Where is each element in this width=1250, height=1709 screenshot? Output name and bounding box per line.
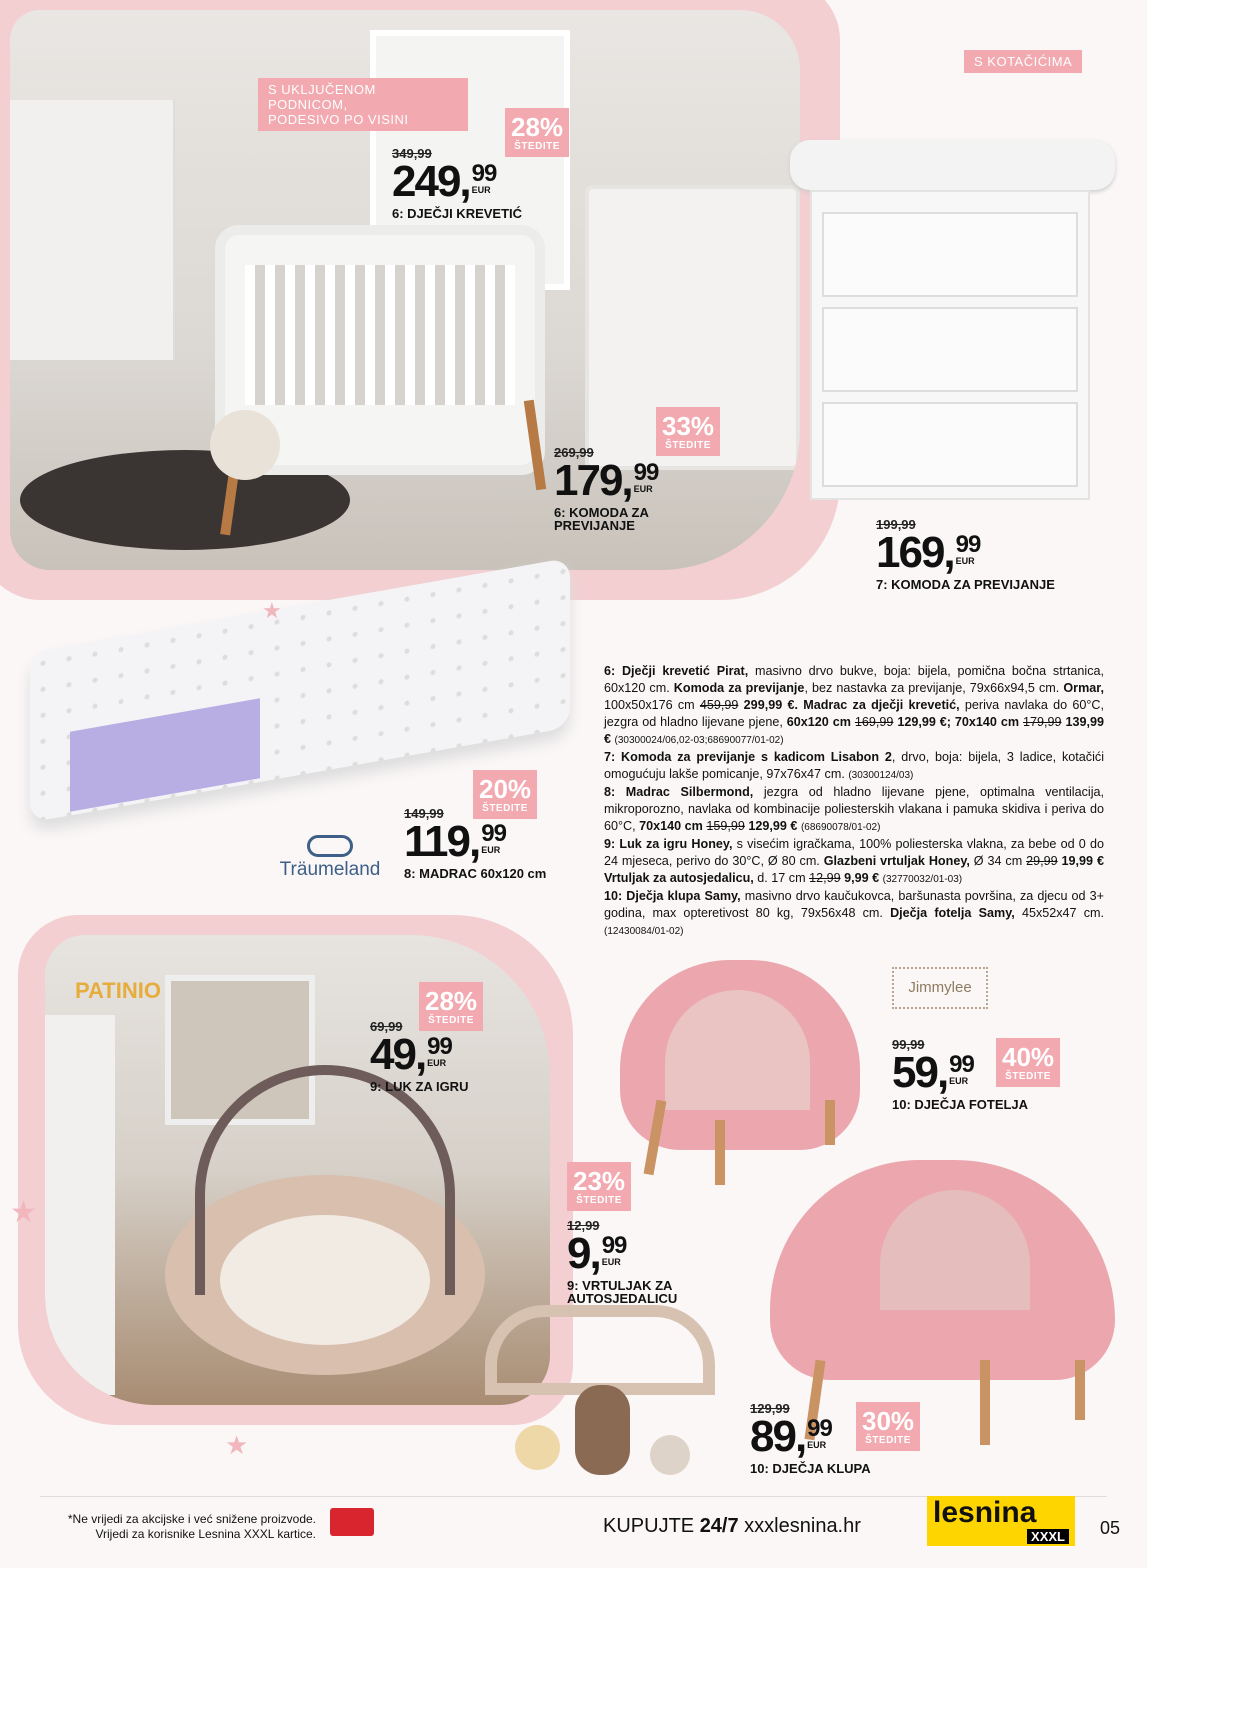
discount-crib: 28% ŠTEDITE xyxy=(505,108,569,157)
discount-mattress: 20% ŠTEDITE xyxy=(473,770,537,819)
star-icon: ★ xyxy=(262,598,282,623)
price-crib: 349,99 249, 99 EUR 6: DJEČJI KREVETIĆ xyxy=(392,146,523,221)
patinio-logo: PATINIO xyxy=(75,978,161,1003)
traumeland-logo: Träumeland xyxy=(275,835,385,881)
page-number: 05 xyxy=(1100,1518,1121,1538)
changing-dresser-photo xyxy=(790,125,1115,505)
cloud-icon xyxy=(307,835,353,857)
star-icon: ★ xyxy=(225,1430,249,1460)
price-playarch: 69,99 49, 99 EUR 9: LUK ZA IGRU xyxy=(370,1019,469,1094)
price-mattress: 149,99 119, 99 EUR 8: MADRAC 60x120 cm xyxy=(404,806,547,881)
discount-dresser6: 33% ŠTEDITE xyxy=(656,407,720,456)
teddy xyxy=(210,410,280,480)
product-description: 6: Dječji krevetić Pirat, masivno drvo bukve, boja: bijela, pomična bočna strtanica, 60x120 cm. Komoda za previjanje, bez nastavka za previjanje, 79x66x94,5 cm. Ormar, 100x50x176 cm 459,99 299,99 €. Madrac za dječji krevetić, periva navlaka do 60°C, jezgra od hladno lijevane pjene, 60x120 cm 169,99 129,99 €; 70x140 cm 179,99 139,99 € (30300024/06,02-03;68690077/01-02) 7: Komoda za previjanje s kadicom Lisabon 2, drvo, boja: bijela, 3 ladice, kotačići omogućuju lakše pomicanje, 97x76x47 cm. (30300124/03) 8: Madrac Silbermond, jezgra od hladno lijevane pjene, optimalna ventilacija, mikroporozno, navlaka od kombinacije poliesterskih vlakana i pamuka skidiva i periva do 60°C, 70x140 cm 159,99 129,99 € (68690078/01-02) 9: Luk za igru Honey, s visećim igračkama, 100% poliesterska vlakna, za bebe od 0 do 24 mjeseca, perivo do 30°C, Ø 80 cm. Glazbeni vrtuljak Honey, Ø 34 cm 29,99 19,99 € Vrtuljak za autosjedalicu, d. 17 cm 12,99 9,99 € (32770032/01-03) 10: Dječja klupa Samy, masivno drvo kaučukovca, baršunasta površina, za djecu od 3+ godina, max opteretivost 80 kg, 79x56x48 cm. Dječja fotelja Samy, 45x52x47 cm. (12430084/01-02) xyxy=(604,664,1105,937)
spiral-toy-photo xyxy=(485,1305,735,1505)
price-spiral: 12,99 9, 99 EUR 9: VRTULJAK ZA AUTOSJEDALICU xyxy=(567,1218,678,1306)
price-dresser7: 199,99 169, 99 EUR 7: KOMODA ZA PREVIJANJE xyxy=(876,517,1055,592)
jimmylee-logo: Jimmylee xyxy=(892,967,988,1009)
shop-online-text: KUPUJTE 24/7 xxxlesnina.hr xyxy=(603,1515,861,1537)
price-armchair: 99,99 59, 99 EUR 10: DJEČJA FOTELJA xyxy=(892,1037,1029,1112)
discount-armchair: 40% ŠTEDITE xyxy=(996,1038,1060,1087)
star-icon: ★ xyxy=(10,1196,37,1229)
discount-bench: 30% ŠTEDITE xyxy=(856,1402,920,1451)
price-bench: 129,99 89, 99 EUR 10: DJEČJA KLUPA xyxy=(750,1401,871,1476)
discount-playarch: 28% ŠTEDITE xyxy=(419,982,483,1031)
wardrobe xyxy=(10,100,175,360)
footer-disclaimer: *Ne vrijedi za akcijske i već snižene proizvode. Vrijedi za korisnike Lesnina XXXL kartice. xyxy=(67,1512,316,1541)
lesnina-logo[interactable]: lesnina XXXL xyxy=(927,1496,1075,1546)
discount-spiral: 23% ŠTEDITE xyxy=(567,1162,631,1211)
price-dresser6: 269,99 179, 99 EUR 6: KOMODA ZA PREVIJANJE xyxy=(554,445,659,533)
card-icon xyxy=(330,1508,374,1536)
badge-with-base: S UKLJUČENOM PODNICOM, PODESIVO PO VISINI xyxy=(258,78,468,131)
badge-with-wheels: S KOTAČIĆIMA xyxy=(964,50,1082,73)
